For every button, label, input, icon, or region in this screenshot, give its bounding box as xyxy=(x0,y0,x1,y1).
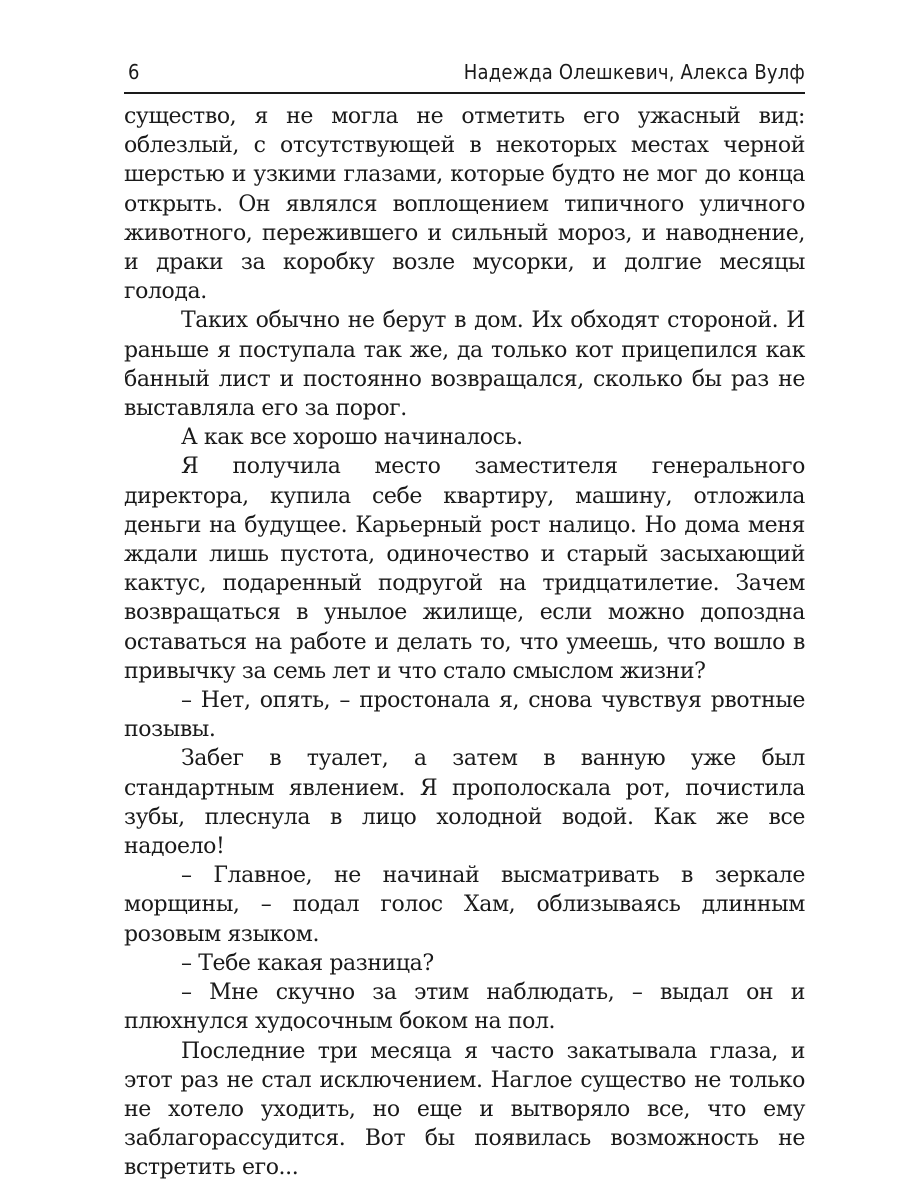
book-page xyxy=(124,52,805,1183)
dialogue-line: – Нет, опять, – простонала я, снова чувствуя рвотные позывы. xyxy=(124,688,805,743)
page-number: 6 xyxy=(128,60,140,84)
paragraph: Таких обычно не берут в дом. Их обходят стороной. И раньше я поступала так же, да только кот прицепился как банный лист и постоянно возвращался, сколько бы раз не выставляла его за порог. xyxy=(124,308,805,422)
paragraph: А как все хорошо начиналось. xyxy=(181,425,523,451)
dialogue-line: – Мне скучно за этим наблюдать, – выдал он и плюхнулся худосочным боком на пол. xyxy=(124,980,805,1035)
body-text xyxy=(124,102,805,1183)
paragraph: Последние три месяца я часто закатывала глаза, и этот раз не стал исключением. Наглое существо не только не хотело уходить, но еще и вытворяло все, что ему заблагорассудится. Вот бы появилась возможность не встретить его... xyxy=(124,1038,805,1181)
paragraph-continued: существо, я не могла не отметить его ужасный вид: облезлый, с отсутствующей в некоторых местах черной шерстью и узкими глазами, которые будто не мог до конца открыть. Он являлся воплощением типичного уличного животного, пережившего и сильный мороз, и наводнение, и драки за коробку возле мусорки, и долгие месяцы голода. xyxy=(124,104,805,305)
running-title: Надежда Олешкевич, Алекса Вулф xyxy=(463,60,805,84)
dialogue-line: – Главное, не начинай высматривать в зеркале морщины, – подал голос Хам, облизываясь длинным розовым языком. xyxy=(124,863,805,947)
running-head xyxy=(124,52,805,94)
paragraph: Забег в туалет, а затем в ванную уже был стандартным явлением. Я прополоскала рот, почистила зубы, плеснула в лицо холодной водой. Как же все надоело! xyxy=(124,746,805,860)
dialogue-line: – Тебе какая разница? xyxy=(181,950,434,976)
paragraph: Я получила место заместителя генерального директора, купила себе квартиру, машину, отложила деньги на будущее. Карьерный рост налицо. Но дома меня ждали лишь пустота, одиночество и старый засыхающий кактус, подаренный подругой на тридцатилетие. Зачем возвращаться в унылое жилище, если можно допоздна оставаться на работе и делать то, что умеешь, что вошло в привычку за семь лет и что стало смыслом жизни? xyxy=(124,454,805,684)
